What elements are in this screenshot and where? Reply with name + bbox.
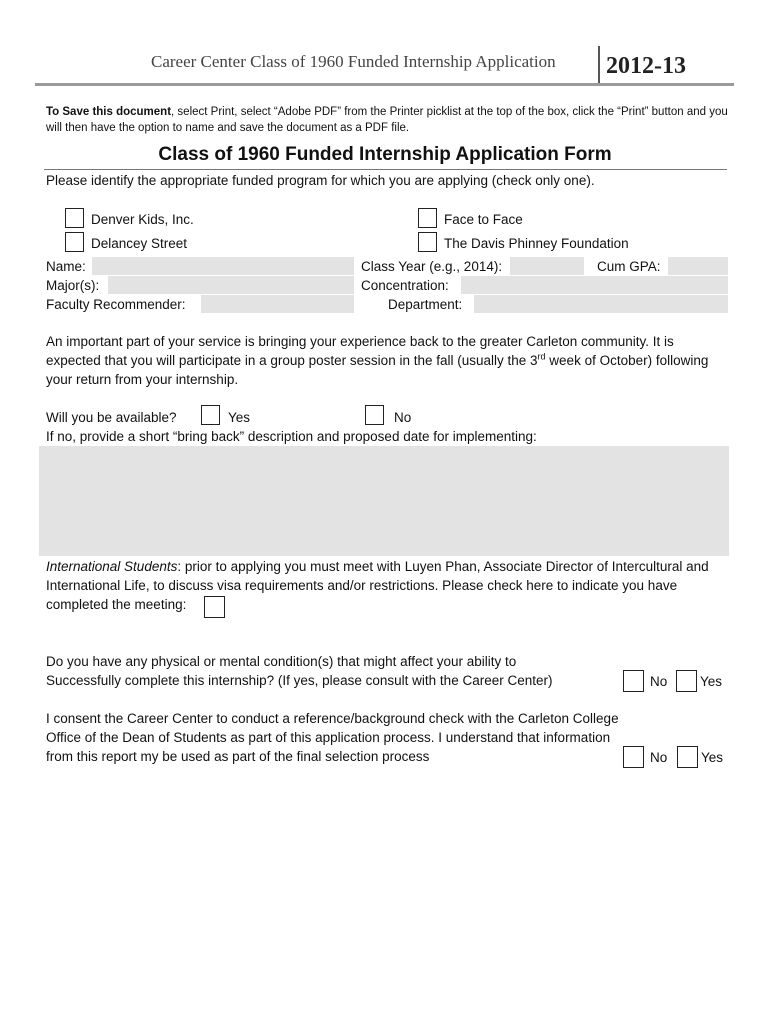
- service-superscript: rd: [537, 351, 546, 362]
- condition-yes-label: Yes: [700, 674, 723, 689]
- checkbox-face-to-face[interactable]: [418, 208, 437, 228]
- concentration-field[interactable]: [461, 276, 728, 294]
- title-rule: [44, 169, 727, 170]
- header-year: 2012-13: [606, 53, 686, 79]
- service-text-b: week of October) following your return from your internship.: [46, 353, 709, 387]
- faculty-field[interactable]: [201, 295, 354, 313]
- save-instructions-bold: To Save this document: [46, 106, 172, 118]
- department-label: Department:: [388, 297, 463, 312]
- international-label: International Students: [46, 559, 178, 574]
- consent-no-label: No: [650, 750, 668, 765]
- majors-label: Major(s):: [46, 278, 100, 293]
- checkbox-delancey-street[interactable]: [65, 232, 84, 252]
- consent-yes-label: Yes: [701, 750, 724, 765]
- checkbox-consent-no[interactable]: [623, 746, 644, 768]
- header-rule: [35, 83, 734, 86]
- class-year-label: Class Year (e.g., 2014):: [361, 259, 503, 274]
- label-delancey-street: Delancey Street: [91, 236, 188, 251]
- label-davis-phinney: The Davis Phinney Foundation: [444, 236, 629, 251]
- cum-gpa-field[interactable]: [668, 257, 728, 275]
- save-instructions: [46, 104, 736, 136]
- availability-question: Will you be available?: [46, 410, 177, 425]
- form-title: Class of 1960 Funded Internship Application Form: [158, 144, 612, 165]
- checkbox-condition-yes[interactable]: [676, 670, 697, 692]
- consent-line3: from this report my be used as part of the final selection process: [46, 749, 430, 764]
- header-title: Career Center Class of 1960 Funded Internship Application: [151, 52, 556, 71]
- consent-line1: I consent the Career Center to conduct a reference/background check with the Carleton College: [46, 711, 619, 726]
- bring-back-prompt: If no, provide a short “bring back” description and proposed date for implementing:: [46, 429, 537, 444]
- checkbox-condition-no[interactable]: [623, 670, 644, 692]
- checkbox-davis-phinney[interactable]: [418, 232, 437, 252]
- label-denver-kids: Denver Kids, Inc.: [91, 212, 194, 227]
- concentration-label: Concentration:: [361, 278, 449, 293]
- program-prompt: Please identify the appropriate funded program for which you are applying (check only one).: [46, 173, 595, 188]
- bring-back-description-field[interactable]: [39, 446, 729, 556]
- majors-field[interactable]: [108, 276, 354, 294]
- name-field[interactable]: [92, 257, 354, 275]
- faculty-label: Faculty Recommender:: [46, 297, 186, 312]
- checkbox-international-meeting[interactable]: [204, 596, 225, 618]
- condition-question-line2: Successfully complete this internship? (If yes, please consult with the Career Center): [46, 673, 553, 688]
- checkbox-consent-yes[interactable]: [677, 746, 698, 768]
- service-paragraph: [46, 332, 726, 389]
- header-divider: [598, 46, 600, 84]
- checkbox-available-yes[interactable]: [201, 405, 220, 425]
- condition-no-label: No: [650, 674, 668, 689]
- name-label: Name:: [46, 259, 86, 274]
- service-text-a: An important part of your service is bringing your experience back to the greater Carleton community. It is expected that you will participate in a group poster session in the fall (usually the 3: [46, 334, 674, 368]
- condition-question-line1: Do you have any physical or mental condition(s) that might affect your ability to: [46, 654, 517, 669]
- checkbox-available-no[interactable]: [365, 405, 384, 425]
- checkbox-denver-kids[interactable]: [65, 208, 84, 228]
- international-paragraph: [46, 557, 726, 614]
- available-yes-label: Yes: [228, 410, 251, 425]
- class-year-field[interactable]: [510, 257, 584, 275]
- label-face-to-face: Face to Face: [444, 212, 523, 227]
- available-no-label: No: [394, 410, 412, 425]
- consent-line2: Office of the Dean of Students as part of this application process. I understand that information: [46, 730, 611, 745]
- save-instructions-text: , select Print, select “Adobe PDF” from the Printer picklist at the top of the box, click the “Print” button and you will then have the option to name and save the document as a PDF file.: [46, 106, 728, 134]
- cum-gpa-label: Cum GPA:: [597, 259, 661, 274]
- international-text: : prior to applying you must meet with Luyen Phan, Associate Director of Intercultural and International Life, to discuss visa requirements and/or restrictions. Please check here to indicate you have completed the meeting:: [46, 559, 709, 612]
- department-field[interactable]: [474, 295, 728, 313]
